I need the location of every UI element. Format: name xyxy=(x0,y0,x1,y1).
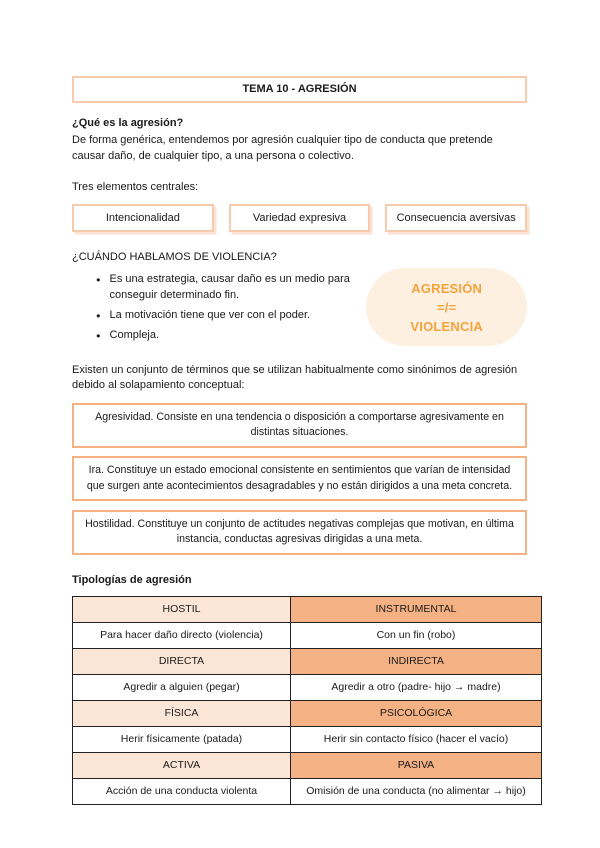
page-title: TEMA 10 - AGRESIÓN xyxy=(242,83,357,95)
table-row xyxy=(73,622,542,648)
definition-box-hostilidad xyxy=(72,510,527,555)
heading-tipologias-de-agresion: Tipologías de agresión xyxy=(72,573,192,586)
body-cell: Para hacer daño directo (violencia) xyxy=(73,622,291,648)
table-row xyxy=(73,726,542,752)
header-cell-hostil: HOSTIL xyxy=(73,596,291,622)
body-cell: Con un fin (robo) xyxy=(291,622,542,648)
bullet-text: Es una estrategia, causar daño es un medio para conseguir determinado fin. xyxy=(109,273,350,301)
element-box-consecuencia-aversivas xyxy=(385,204,527,232)
page-title-box xyxy=(72,76,527,103)
badge-agresion-no-es-violencia xyxy=(366,268,527,346)
typology-table xyxy=(72,596,542,805)
body-cell: Herir sin contacto físico (hacer el vacío) xyxy=(291,726,542,752)
paragraph-definicion-agresion: De forma genérica, entendemos por agresión cualquier tipo de conducta que pretende causar daño, de cualquier tipo, a una persona o colectivo. xyxy=(72,134,493,162)
definition-text: Ira. Constituye un estado emocional consistente en sentimientos que varían de intensidad que surgen ante acontecimientos desagradables y no están dirigidos a una meta concreta. xyxy=(86,464,513,492)
element-box-intencionalidad xyxy=(72,204,214,232)
bullet-icon xyxy=(96,271,101,303)
header-cell-indirecta: INDIRECTA xyxy=(291,648,542,674)
header-cell-directa: DIRECTA xyxy=(73,648,291,674)
element-box-variedad-expresiva xyxy=(229,204,371,232)
body-cell: Herir físicamente (patada) xyxy=(73,726,291,752)
bullet-text: La motivación tiene que ver con el poder. xyxy=(109,308,311,321)
table-row-header xyxy=(73,648,542,674)
header-cell-instrumental: INSTRUMENTAL xyxy=(291,596,542,622)
bullet-text: Compleja. xyxy=(109,329,160,341)
page-content xyxy=(72,76,527,805)
central-elements-row xyxy=(72,204,527,232)
definition-box-ira xyxy=(72,456,527,501)
header-cell-activa: ACTIVA xyxy=(73,752,291,778)
badge-line: VIOLENCIA xyxy=(410,318,483,334)
bullet-item xyxy=(96,327,366,344)
table-row-header xyxy=(73,596,542,622)
badge-line: AGRESIÓN xyxy=(411,280,483,296)
violence-bullet-list xyxy=(72,271,366,348)
header-cell-fisica: FÍSICA xyxy=(73,700,291,726)
body-cell: Acción de una conducta violenta xyxy=(73,778,291,804)
table-row xyxy=(73,778,542,804)
table-row xyxy=(73,674,542,700)
heading-cuando-hablamos-de-violencia: ¿CUÁNDO HABLAMOS DE VIOLENCIA? xyxy=(72,250,277,263)
label-tres-elementos: Tres elementos centrales: xyxy=(72,181,199,193)
body-cell: Agredir a otro (padre- hijo → madre) xyxy=(291,674,542,700)
bullet-item xyxy=(96,307,366,324)
element-label: Consecuencia aversivas xyxy=(396,211,516,224)
element-label: Variedad expresiva xyxy=(252,211,347,224)
header-cell-pasiva: PASIVA xyxy=(291,752,542,778)
badge-line: =/= xyxy=(436,299,457,315)
bullet-icon xyxy=(96,327,101,344)
paragraph-sinonimos-intro: Existen un conjunto de términos que se utilizan habitualmente como sinónimos de agresión debido al solapamiento conceptual: xyxy=(72,363,518,391)
bullet-icon xyxy=(96,307,101,324)
table-row-header xyxy=(73,700,542,726)
violence-section-row xyxy=(72,271,527,348)
element-label: Intencionalidad xyxy=(105,211,180,224)
definition-text: Hostilidad. Constituye un conjunto de actitudes negativas complejas que motivan, en última instancia, conductas agresivas dirigidas a una meta. xyxy=(85,517,514,545)
heading-que-es-la-agresion: ¿Qué es la agresión? xyxy=(72,117,184,129)
header-cell-psicologica: PSICOLÓGICA xyxy=(291,700,542,726)
definition-box-agresividad xyxy=(72,403,527,448)
body-cell: Omisión de una conducta (no alimentar → hijo) xyxy=(291,778,542,804)
definition-text: Agresividad. Consiste en una tendencia o disposición a comportarse agresivamente en distintas situaciones. xyxy=(95,410,504,438)
table-row-header xyxy=(73,752,542,778)
body-cell: Agredir a alguien (pegar) xyxy=(73,674,291,700)
bullet-item xyxy=(96,271,366,303)
